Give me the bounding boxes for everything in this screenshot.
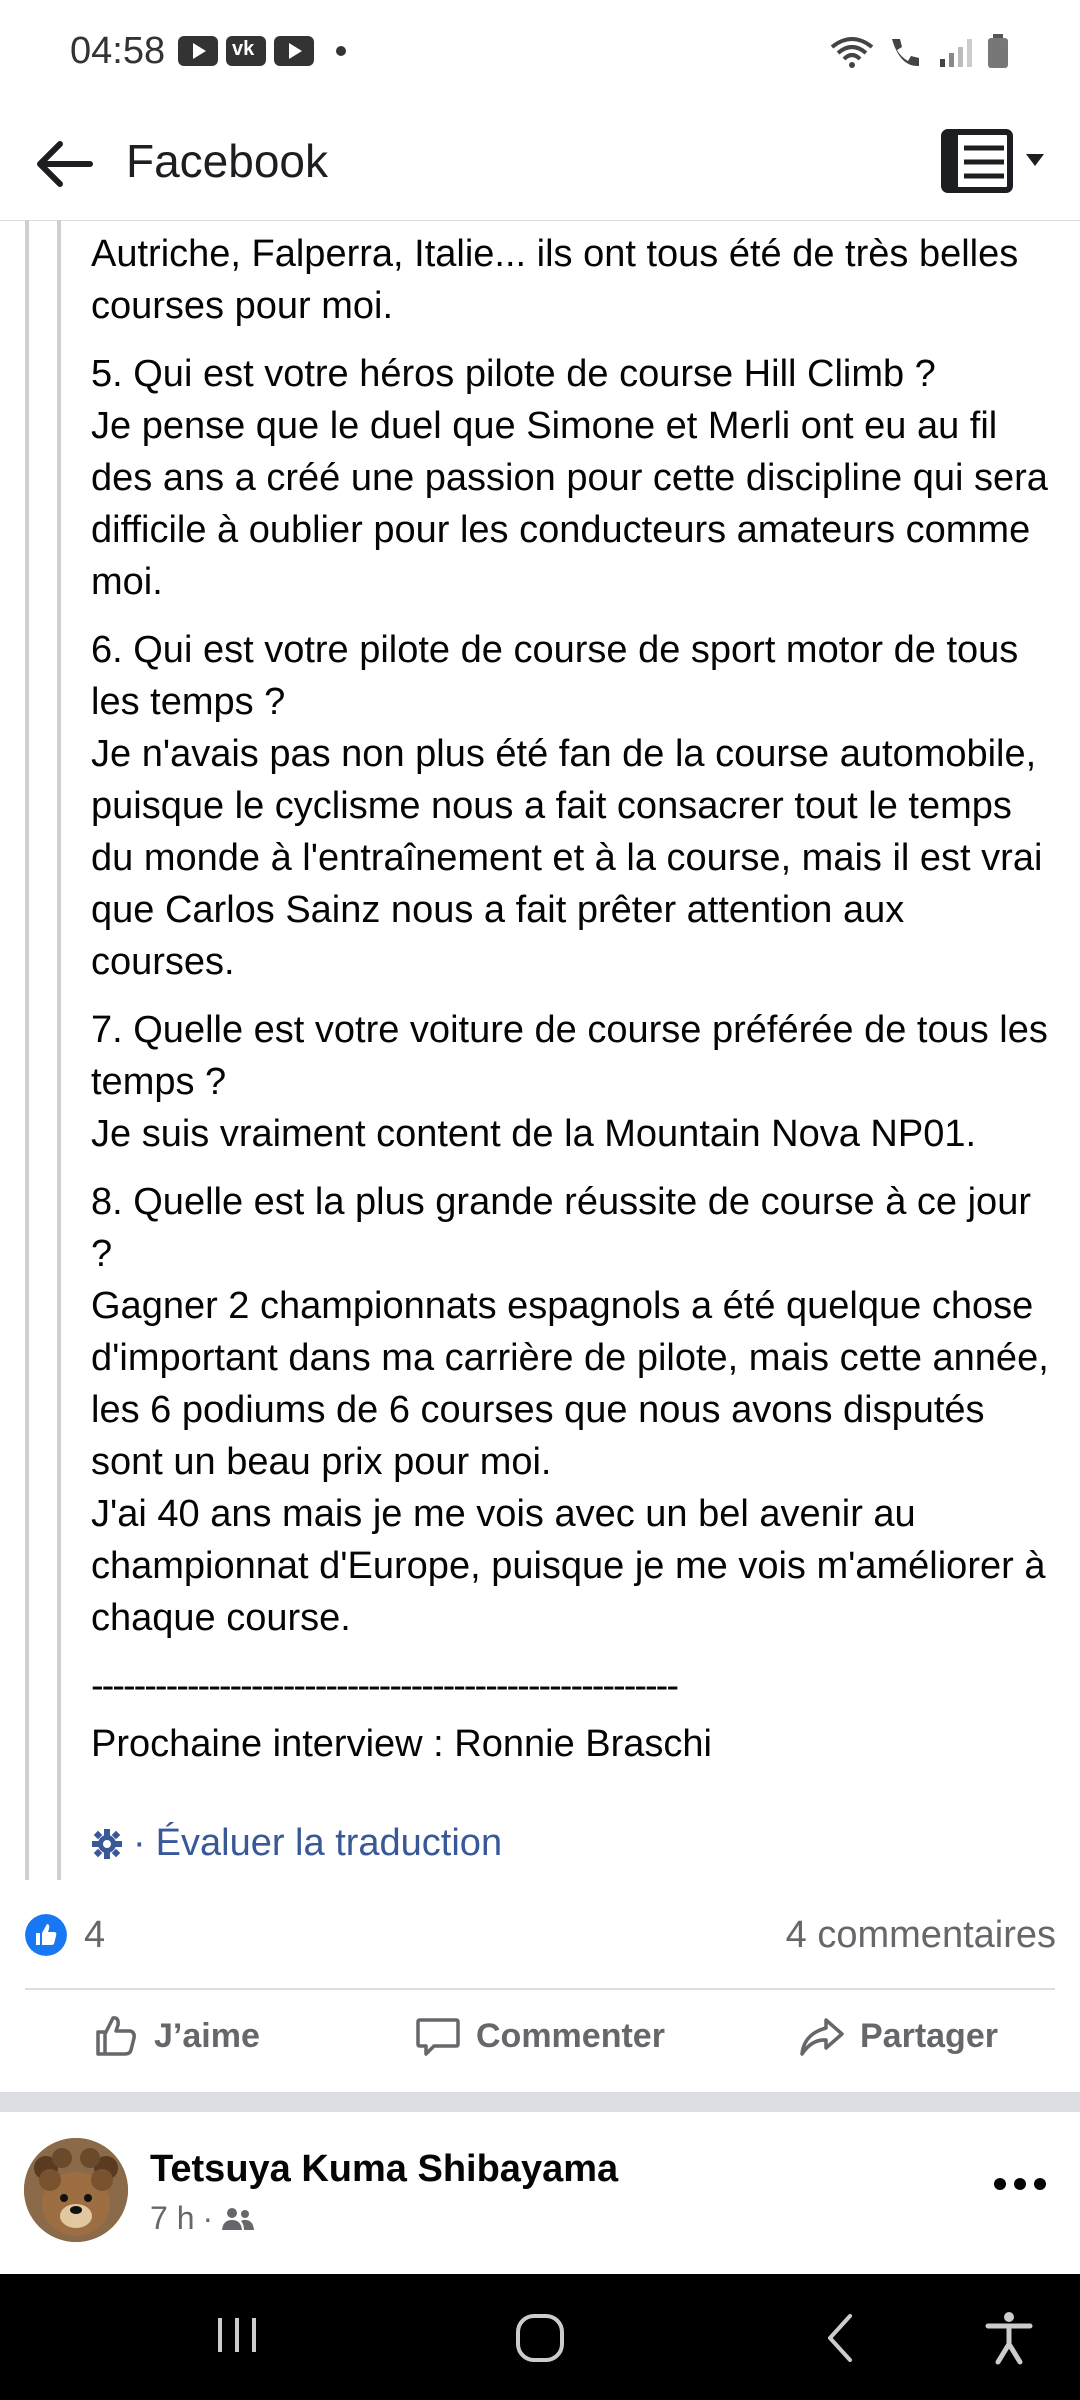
- separator-line: -------------------------------------------------------: [91, 1665, 677, 1707]
- app-title: Facebook: [126, 135, 329, 187]
- comment-bubble-icon: [414, 2012, 462, 2060]
- paragraph: 7. Quelle est votre voiture de course préférée de tous les temps ? Je suis vraiment content de la Mountain Nova NP01.: [91, 1009, 1048, 1155]
- notification-icons: [178, 36, 346, 66]
- navigation-bar: [0, 2274, 1080, 2400]
- meta-separator: ·: [202, 2200, 214, 2236]
- recent-apps-icon[interactable]: [212, 2310, 262, 2360]
- next-interview: Prochaine interview : Ronnie Braschi: [91, 1723, 712, 1765]
- reaction-count[interactable]: 4: [84, 1914, 106, 1956]
- rate-translation-row: [91, 1822, 502, 1865]
- more-options-icon[interactable]: [990, 2174, 1050, 2194]
- gear-icon: [91, 1828, 123, 1860]
- like-reaction-icon[interactable]: [25, 1914, 67, 1956]
- post-author[interactable]: Tetsuya Kuma Shibayama: [150, 2148, 619, 2190]
- status-bar: [0, 0, 1080, 110]
- more-notifications-dot-icon: [336, 46, 346, 56]
- next-post-header: [0, 2112, 1080, 2272]
- wifi-icon: [830, 35, 874, 69]
- rate-translation-link[interactable]: Évaluer la traduction: [155, 1822, 503, 1864]
- quote-line-inner: [57, 220, 61, 1880]
- paragraph: 6. Qui est votre pilote de course de sport motor de tous les temps ? Je n'avais pas non plus été fan de la course automobile, puisque le cyclisme nous a fait consacrer tout le temps du monde à l'entraînement et à la course, mais il est vrai que Carlos Sainz nous a fait prêter attention aux courses.: [91, 629, 1043, 983]
- vk-icon: [226, 36, 266, 66]
- battery-icon: [986, 34, 1010, 70]
- paragraph: Autriche, Falperra, Italie... ils ont tous été de très belles courses pour moi.: [91, 233, 1019, 327]
- youtube-icon: [178, 36, 218, 66]
- post-actions: [0, 1990, 1080, 2090]
- comment-button[interactable]: [414, 2012, 665, 2060]
- separator-dot: ·: [133, 1822, 146, 1864]
- feed-separator: [0, 2092, 1080, 2112]
- home-icon[interactable]: [512, 2310, 568, 2366]
- like-button[interactable]: [92, 2012, 260, 2060]
- quote-line-outer: [25, 220, 29, 1880]
- post-time[interactable]: 7 h: [150, 2200, 195, 2236]
- article-text: [91, 228, 1051, 1770]
- reactions-row: [0, 1880, 1080, 1990]
- system-icons: [830, 34, 1010, 70]
- paragraph: 8. Quelle est la plus grande réussite de course à ce jour ? Gagner 2 championnats espagnols a été quelque chose d'important dans ma carrière de pilote, mais cette année, les 6 podiums de 6 courses que nous avons disputés sont un beau prix pour moi. J'ai 40 ans mais je me vois avec un bel avenir au championnat d'Europe, puisque je me vois m'améliorer à chaque course.: [91, 1181, 1049, 1639]
- avatar[interactable]: [24, 2138, 128, 2242]
- post-meta: [150, 2200, 255, 2237]
- like-label: J’aime: [154, 2016, 260, 2055]
- post-content: [0, 220, 1080, 1880]
- status-time: 04:58: [70, 30, 166, 72]
- share-arrow-icon: [798, 2012, 846, 2060]
- accessibility-icon[interactable]: [984, 2310, 1034, 2366]
- wifi-call-icon: [886, 35, 926, 69]
- feed-menu-icon[interactable]: [938, 126, 1058, 200]
- app-bar: [0, 110, 1080, 221]
- friends-audience-icon: [221, 2206, 255, 2232]
- share-label: Partager: [860, 2016, 998, 2055]
- thumbs-up-icon: [92, 2012, 140, 2060]
- comment-count[interactable]: 4 commentaires: [785, 1914, 1056, 1956]
- paragraph: 5. Qui est votre héros pilote de course Hill Climb ? Je pense que le duel que Simone et Merli ont eu au fil des ans a créé une passion pour cette discipline qui sera difficile à oublier pour les conducteurs amateurs comme moi.: [91, 353, 1048, 603]
- share-button[interactable]: [798, 2012, 998, 2060]
- comment-label: Commenter: [476, 2016, 665, 2055]
- youtube-icon: [274, 36, 314, 66]
- signal-icon: [938, 35, 974, 69]
- back-arrow-icon[interactable]: [32, 132, 96, 196]
- back-nav-icon[interactable]: [820, 2310, 860, 2366]
